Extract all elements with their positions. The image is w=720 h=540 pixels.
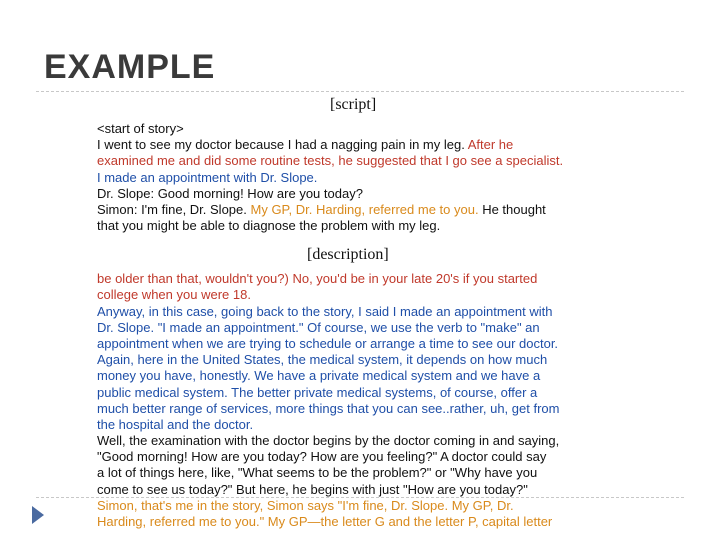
text-segment: come to see us today?" But here, he begins with just "How are you today?" [97,481,528,497]
text-line [97,202,627,218]
text-segment: He thought [478,201,546,217]
text-line [97,401,627,417]
text-line [97,385,627,401]
text-segment: that you might be able to diagnose the problem with my leg. [97,218,441,234]
text-line [97,287,627,303]
text-segment: Dr. Slope. "I made an appointment." Of course, we use the verb to "make" an [97,319,540,335]
text-segment: a lot of things here, like, "What seems to be the problem?" or "Why have you [97,465,538,481]
text-segment: college when you were 18. [97,287,251,303]
text-line [97,121,627,137]
text-line [97,498,627,514]
description-text [97,255,627,530]
text-line [97,186,627,202]
text-segment: My GP, Dr. Harding, referred me to you. [250,201,479,217]
text-segment: Dr. Slope: Good morning! How are you today? [97,185,363,201]
text-segment: Again, here in the United States, the medical system, it depends on how much [97,352,548,368]
text-segment: money you have, honestly. We have a private medical system and we have a [97,368,541,384]
slide-title: EXAMPLE [44,48,216,86]
text-segment: Well, the examination with the doctor begins by the doctor coming in and saying, [97,433,560,449]
script-text [97,121,627,234]
text-segment: "Good morning! How are you today? How are you feeling?" A doctor could say [97,449,547,465]
text-segment: I made an appointment with Dr. Slope. [97,169,318,185]
title-divider [36,91,684,92]
text-line [97,465,627,481]
text-line [97,433,627,449]
description-label: [description] [303,246,393,264]
text-line [97,137,627,153]
text-line [97,271,627,287]
script-label: [script] [326,96,380,114]
text-segment: Simon: I'm fine, Dr. Slope. [97,201,251,217]
next-slide-arrow-icon[interactable] [32,506,44,524]
text-line [97,170,627,186]
text-segment: much better range of services, more things that you can see..rather, uh, get from [97,400,560,416]
text-segment: appointment when we are trying to schedule or arrange a time to see our doctor. [97,335,559,351]
text-line [97,352,627,368]
text-segment: be older than that, wouldn't you?) No, you'd be in your late 20's if you started [97,271,538,287]
text-line [97,320,627,336]
text-line [97,304,627,320]
text-segment: examined me and did some routine tests, he suggested that I go see a specialist. [97,153,564,169]
text-segment: After he [467,137,514,153]
text-line [97,449,627,465]
text-segment: public medical system. The better private medical systems, of course, offer a [97,384,538,400]
text-segment: <start of story> [97,121,184,136]
text-segment: Anyway, in this case, going back to the story, I said I made an appointment with [97,303,553,319]
text-segment: I went to see my doctor because I had a nagging pain in my leg. [97,137,468,153]
text-segment: the hospital and the doctor. [97,416,254,432]
text-line [97,482,627,498]
text-segment: Harding, referred me to you." My GP—the letter G and the letter P, capital letter [97,514,553,529]
text-line [97,368,627,384]
text-line [97,218,627,234]
text-segment: Simon, that's me in the story, Simon says "I'm fine, Dr. Slope. My GP, Dr. [97,497,514,513]
text-line [97,514,627,530]
text-line [97,153,627,169]
text-line [97,336,627,352]
text-line [97,417,627,433]
